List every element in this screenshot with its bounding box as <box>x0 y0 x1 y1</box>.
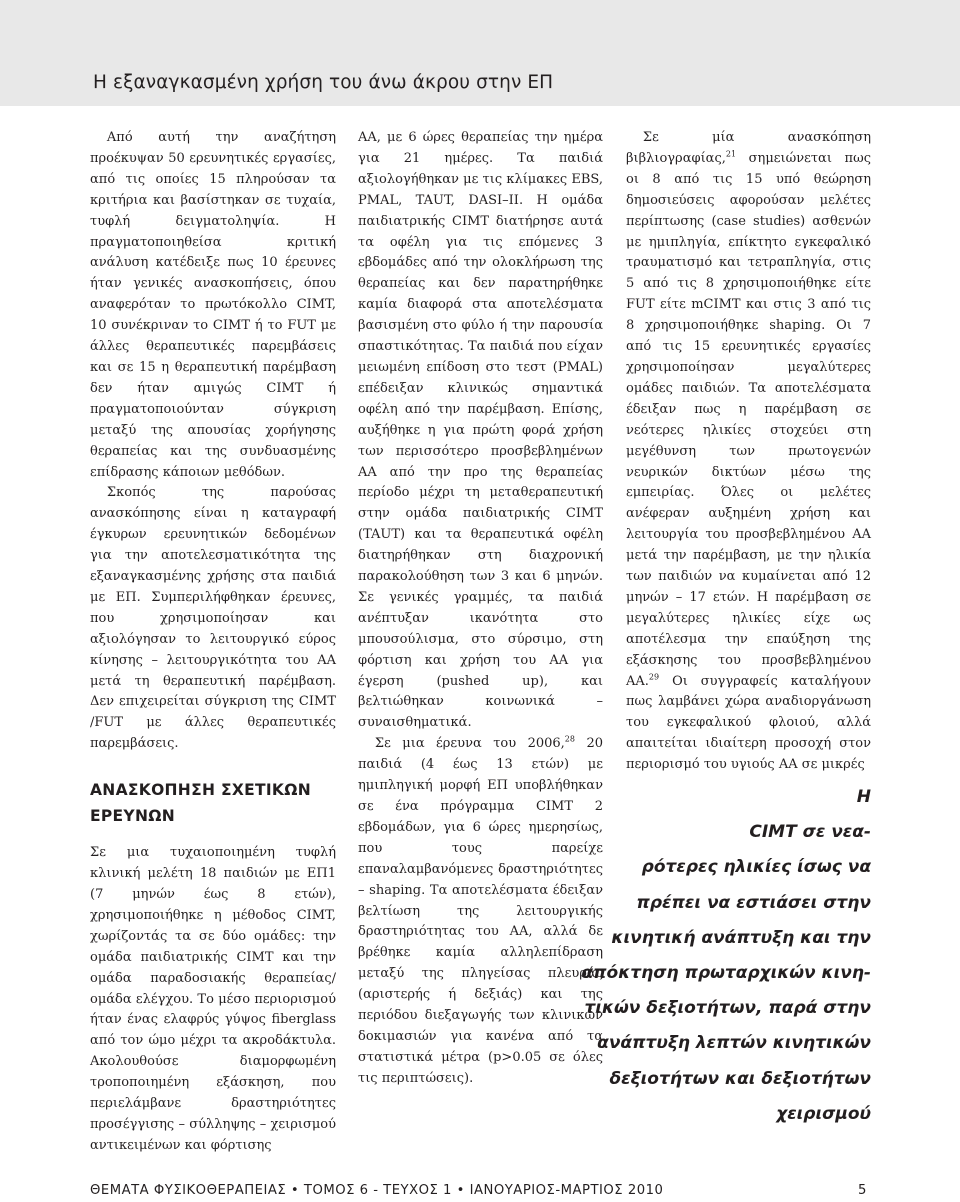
paragraph-text: Σε μία ανασκόπηση βιβλιογραφίας, <box>626 130 871 166</box>
pull-quote-line: κινητική ανάπτυξη και την <box>611 927 871 948</box>
pull-quote-line: απόκτηση πρωταρχικών κινη- <box>581 963 871 984</box>
pull-quote-line: Η <box>856 787 871 807</box>
reference-number: 29 <box>648 672 660 682</box>
paragraph-text: Σε μια έρευνα του 2006, <box>374 736 565 752</box>
running-header-title: Η εξαναγκασμένη χρήση του άνω άκρου στην ΕΠ <box>93 72 554 93</box>
pull-quote-line: πρέπει να εστιάσει στην <box>636 892 871 913</box>
footer-journal-info: ΘΕΜΑΤΑ ΦΥΣΙΚΟΘΕΡΑΠΕΙΑΣ • ΤΟΜΟΣ 6 - ΤΕΥΧΟΣ 1 • ΙΑΝΟΥΑΡΙΟΣ-ΜΑΡΤΙΟΣ 2010 <box>90 1183 664 1198</box>
paragraph: ΑΑ, με 6 ώρες θεραπείας την ημέρα για 21 ημέρες. Τα παιδιά αξιολογήθηκαν με τις κλίμακες EBS, PMAL, TAUT, DASI–II. Η ομάδα παιδιατρικής CIMT διατήρησε αυτά τα οφέλη για τις επόμενες 3 εβδομάδες από την ολοκλήρωση της θεραπείας και δεν παρατηρήθηκε καμία διαφορά στα αποτελέσματα βασισμένη στο φύλο ή την παρουσία σπαστικότητας. Τα παιδιά που είχαν μειωμένη επίδοση στο τεστ (PMAL) επέδειξαν κλινικώς σημαντικά οφέλη από την παρέμβαση. Επίσης, αυξήθηκε η για πρώτη φορά χρήση των περισσότερο προσβεβλημένων ΑΑ από την προ της θεραπείας περίοδο μέχρι τη μεταθεραπευτική στην ομάδα παιδιατρικής CIMT (TAUT) και τα θεραπευτικά οφέλη διατηρήθηκαν στη διαχρονική παρακολούθηση των 3 και 6 μηνών. Σε γενικές γραμμές, τα παιδιά ανέπτυξαν ικανότητα στο μπουσούλισμα, στο σύρσιμο, στη φόρτιση και χρήση του ΑΑ για έγερση (pushed up), και βελτιώθηκαν κοινωνικά – συναισθηματικά. <box>358 130 603 731</box>
section-heading: ΑΝΑΣΚΟΠΗΣΗ ΣΧΕΤΙΚΩΝ ΕΡΕΥΝΩΝ <box>90 781 311 826</box>
reference-number: 21 <box>725 149 737 159</box>
paragraph: Σε μια τυχαιοποιημένη τυφλή κλινική μελέτη 18 παιδιών με ΕΠ1 (7 μηνών έως 8 ετών), χρησιμοποιήθηκε η μέθοδος CIMT, χωρίζοντάς τα σε δύο ομάδες: την ομάδα παιδιατρικής CIMT και την ομάδα παραδοσιακής θεραπείας/ομάδα ελέγχου. Το μέσο περιορισμού ήταν ένας ελαφρύς γύψος fiberglass από τον ώμο μέχρι τα ακροδάκτυλα. Ακολουθούσε διαμορφωμένη τροποποιημένη εξάσκηση, που περιελάμβανε δραστηριότητες προσέγγισης – σύλληψης – χειρισμού αντικειμένων και φόρτισης <box>90 845 336 1153</box>
pull-quote-line: ανάπτυξη λεπτών κινητικών <box>597 1033 871 1054</box>
paragraph-text: Οι συγγραφείς καταλήγουν πως λαμβάνει χώρα αναδιοργάνωση του εγκεφαλικού φλοιού, αλλά απαιτείται ιδιαίτερη προσοχή στον περιορισμό του υγιούς ΑΑ σε μικρές <box>626 673 871 773</box>
pull-quote-line: CIMT σε νεα- <box>749 822 871 843</box>
paragraph-text: σημειώνεται πως οι 8 από τις 15 υπό θεώρηση δημοσιεύσεις αφορούσαν μελέτες περίπτωσης (case studies) ασθενών με ημιπληγία, επίκτητο εγκεφαλικό τραυματισμό και τετραπληγία, στις 5 από τις 8 χρησιμοποιήθηκε είτε FUT είτε mCIMT και στις 3 από τις 8 χρησιμοποιήθηκε shaping. Οι 7 από τις 15 ερευνητικές εργασίες χρησιμοποίησαν μεγαλύτερες ομάδες παιδιών. Τα αποτελέσματα έδειξαν πως η παρέμβαση σε νεότερες ηλικίες στοχεύει στη μεγέθυνση των πρωτογενών νευρικών δικτύων μέσω της εμπειρίας. Όλες οι μελέτες ανέφεραν αυξημένη χρήση και λειτουργία του προσβεβλημένου ΑΑ μετά την παρέμβαση, με την ηλικία των παιδιών να κυμαίνεται από 12 μηνών – 17 ετών. Η παρέμβαση σε μεγαλύτερες ηλικίες είχε ως αποτέλεσμα την επαύξηση της εξάσκησης του προσβεβλημένου ΑΑ. <box>626 150 871 689</box>
page-number: 5 <box>858 1183 867 1198</box>
pull-quote-line: τικών δεξιοτήτων, παρά στην <box>584 998 871 1019</box>
paragraph: Σκοπός της παρούσας ανασκόπησης είναι η καταγραφή έγκυρων ερευνητικών δεδομένων για την αποτελεσματικότητα της εξαναγκασμένης χρήσης στα παιδιά με ΕΠ. Συμπεριλήφθηκαν έρευνες, που χρησιμοποίησαν και αξιολόγησαν το λειτουργικό εύρος κίνησης – λειτουργικότητα του ΑΑ μετά τη θεραπευτική παρέμβαση. Δεν επιχειρείται σύγκριση της CIMT /FUT με άλλες θεραπευτικές παρεμβάσεις. <box>90 485 336 752</box>
text-column-3 <box>626 128 871 776</box>
pull-quote-line: ρότερες ηλικίες ίσως να <box>641 857 871 878</box>
pull-quote <box>566 780 871 1132</box>
paragraph <box>626 128 871 776</box>
pull-quote-line: χειρισμού <box>776 1103 871 1124</box>
paragraph-text: 20 παιδιά (4 έως 13 ετών) με ημιπληγική μορφή ΕΠ υποβλήθηκαν σε ένα πρόγραμμα CIMT 2 εβδομάδων, για 6 ώρες ημερησίως, που τους παρείχε επαναλαμβανόμενες δραστηριότητες – shaping. Τα αποτελέσματα έδειξαν βελτίωση της λειτουργικής δραστηριότητας του ΑΑ, αλλά δε βρέθηκε καμία αλληλεπίδραση μεταξύ της πληγείσας πλευράς (αριστερής ή δεξιάς) και της περιόδου διεξαγωγής των κλινικών δοκιμασιών για κανένα από τα στατιστικά μέτρα (p>0.05 σε όλες τις περιπτώσεις). <box>358 736 603 1086</box>
reference-number: 28 <box>564 734 575 744</box>
pull-quote-line: δεξιοτήτων και δεξιοτήτων <box>609 1068 871 1089</box>
text-column-1 <box>90 128 336 1157</box>
paragraph: Από αυτή την αναζήτηση προέκυψαν 50 ερευνητικές εργασίες, από τις οποίες 15 πληρούσαν τα κριτήρια και βασίστηκαν σε τυχαία, τυφλή δειγματοληψία. Η πραγματοποιηθείσα κριτική ανάλυση κατέδειξε πως 10 έρευνες ήταν γενικές ανασκοπήσεις, όπου αναφερόταν το πρωτόκολλο CIMT, 10 συνέκριναν το CIMT ή το FUT με άλλες θεραπευτικές παρεμβάσεις και σε 15 η θεραπευτική παρέμβαση δεν ήταν αμιγώς CIMT ή πραγματοποιούνταν σύγκριση μεταξύ της απουσίας χορήγησης θεραπείας και της συνδυασμένης επίδρασης κάποιων μεθόδων. <box>90 130 336 480</box>
